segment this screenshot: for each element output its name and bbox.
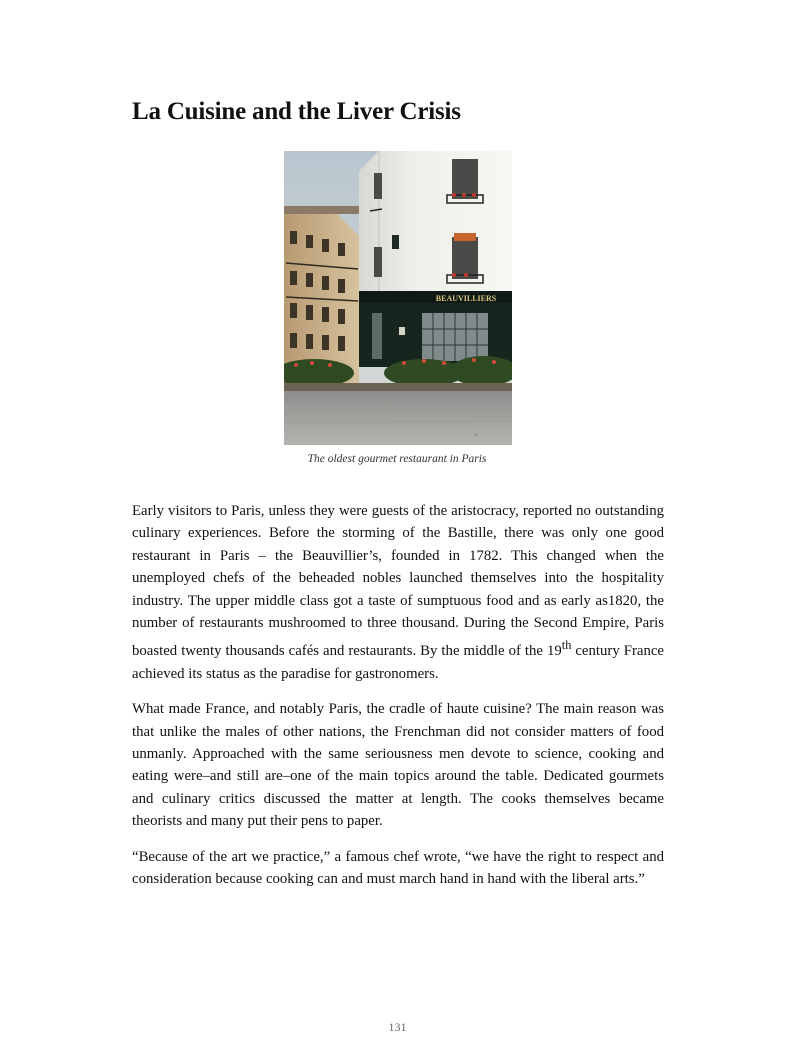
ordinal-superscript: th: [561, 638, 572, 653]
page-number: 131: [388, 1020, 407, 1034]
paragraph-1-text: Early visitors to Paris, unless they were guests of the aristocracy, reported no outstanding culinary experiences. Before the storming of the Bastille, there was only one good restaurant in Paris – the Beauvillier’s, founded in 1782. This changed when the unemployed chefs of the beheaded nobles launched themselves into the hospitality industry. The upper middle class got a taste of sumptuous food and as early as1820, the number of restaurants mushroomed to three thousand. During the Second Empire, Paris boasted twenty thousands cafés and restaurants. By the middle of the 19: [132, 503, 664, 660]
figure-caption: The oldest gourmet restaurant in Paris: [307, 453, 487, 465]
paragraph-2: What made France, and notably Paris, the cradle of haute cuisine? The main reason was that unlike the males of other nations, the Frenchman did not consider matters of food unmanly. Approached with the same seriousness men devote to science, cooking and eating were–and still are–one of the main topics around the table. Dedicated gourmets and culinary critics discussed the matter at length. The cooks themselves became theorists and many put their pens to paper.: [132, 701, 664, 830]
body-text: [132, 500, 664, 903]
restaurant-painting: [284, 151, 512, 445]
shop-sign: BEAUVILLIERS: [435, 294, 497, 303]
paragraph-3: “Because of the art we practice,” a famous chef wrote, “we have the right to respect and consideration because cooking can and must march hand in hand with the liberal arts.”: [132, 848, 664, 888]
paragraph-1-text-end: century France achieved its status as the paradise for gastronomers.: [132, 643, 664, 682]
chapter-title: La Cuisine and the Liver Crisis: [132, 98, 461, 125]
paragraph-1: [132, 500, 664, 685]
restaurant-painting-figure: [284, 151, 512, 445]
svg-text:~: ~: [474, 433, 478, 439]
